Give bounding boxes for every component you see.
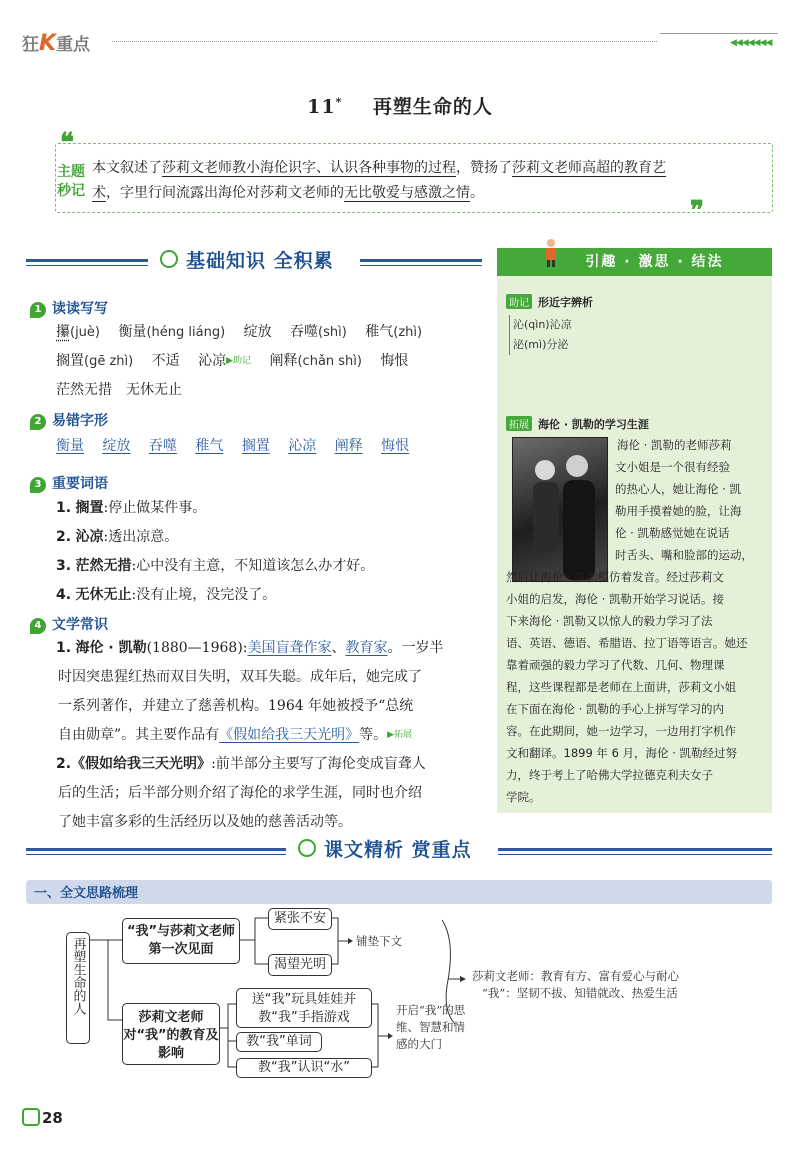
literary-knowledge: 1. 海伦 · 凯勒(1880—1968):美国盲聋作家、教育家。一岁半 时因突患猩红热而双目失明，双耳失聪。成年后，她完成了 一系列著作，并建立了慈善机构。1964 年她被授予“总统 自由勋章”。其主要作品有《假如给我三天光明》等。▶拓展 2.《假如给我三天光明》:前半部分主要写了海伦变成盲聋人 后的生活；后半部分则介绍了海伦的求学生涯，同时也介绍 了她丰富多彩的生活经历以及她的慈善活动等。 bbox=[56, 640, 444, 830]
error-prone-words: 衡量 绽放 吞噬 稚气 搁置 沁凉 阐释 悔恨 bbox=[56, 438, 410, 454]
quote-close-icon: ❞ bbox=[690, 196, 704, 226]
student-icon bbox=[543, 238, 559, 268]
mindmap-node-longing: 渴望光明 bbox=[268, 954, 332, 976]
section-banner-title: 课文精析 赏重点 bbox=[324, 839, 472, 861]
lesson-mark: * bbox=[335, 95, 343, 109]
sidebar-sub-2: 拓展 海伦 · 凯勒的学习生涯 bbox=[506, 413, 649, 432]
helen-keller-photo bbox=[512, 437, 608, 582]
mindmap-root: 再塑生命的人 bbox=[66, 932, 90, 1044]
swirl-icon bbox=[160, 250, 178, 268]
lesson-title bbox=[0, 92, 800, 119]
mindmap-branch-2: 莎莉文老师对“我”的教育及影响 bbox=[122, 1003, 220, 1065]
series-logo: 狂K重点 bbox=[22, 31, 91, 56]
mindmap-summary: 莎莉文老师：教育有方、富有爱心与耐心 “我”：坚韧不拔、知错就改、热爱生活 bbox=[472, 969, 679, 1000]
mindmap-foreshadow: 铺垫下文 bbox=[356, 934, 402, 948]
theme-text: 本文叙述了莎莉文老师教小海伦识字、认识各种事物的过程，赞扬了莎莉文老师高超的教育艺 术，字里行间流露出海伦对莎莉文老师的无比敬爱与感激之情。 bbox=[92, 160, 666, 201]
mindmap-node-words: 教“我”单词 bbox=[236, 1032, 322, 1052]
sidebar-paragraph-bottom: 然后让海伦 · 凯勒模仿着发音。经过莎莉文 小姐的启发，海伦 · 凯勒开始学习说话。接 下来海伦 · 凯勒又以惊人的毅力学习了法 语、英语、德语、希腊语、拉丁语等语言。她还 靠着顽强的毅力学习了代数、几何、物理课 程，这些课程都是老师在上面讲，莎莉文小姐 在下面在海伦 · 凯勒的手心上拼写学习的内 容。在此期间，她一边学习，一边用打字机作 文和翻译。1899 年 6 月，海伦 · 凯勒经过努 力，终于考上了哈佛大学拉德克利夫女子 学院。 bbox=[506, 570, 748, 804]
section-2-heading: 2 易错字形 bbox=[30, 410, 108, 430]
header-rule bbox=[112, 41, 657, 42]
lesson-name: 再塑生命的人 bbox=[372, 96, 493, 118]
subsection-title: 一、全文思路梳理 bbox=[34, 886, 139, 901]
leaf-icon bbox=[22, 1108, 40, 1126]
reading-words: 攥(juè) 衡量(héng liáng) 绽放 吞噬(shì) 稚气(zhì) 搁置(gē zhì) 不适 沁凉▶助记 阐释(chǎn shì) 悔恨 茫然无措 无休无止 bbox=[56, 324, 423, 398]
similar-chars: 沁(qìn)沁凉 泌(mì)分泌 bbox=[509, 315, 572, 355]
lesson-number: 11 bbox=[307, 96, 336, 118]
section-banner-title: 基础知识 全积累 bbox=[186, 250, 334, 272]
sidebar-paragraph-top: 海伦 · 凯勒的老师莎莉 文小姐是一个很有经验 的热心人，她让海伦 · 凯 勒用手摸着她的脸，让海 伦 · 凯勒感觉她在说话 时舌头、嘴和脸部的运动， bbox=[615, 438, 753, 562]
theme-label: 主题 秒记 bbox=[57, 164, 85, 199]
banner2-rule-left bbox=[26, 848, 286, 851]
key-terms bbox=[56, 494, 486, 610]
section-1-heading: 1 读读写写 bbox=[30, 298, 108, 318]
banner2-rule-left-thin bbox=[26, 854, 286, 855]
page-number: 28 bbox=[22, 1108, 63, 1127]
section-3-heading: 3 重要词语 bbox=[30, 473, 108, 493]
section-4-heading: 4 文学常识 bbox=[30, 614, 108, 634]
banner-rule-left-thin bbox=[26, 265, 148, 266]
term-item: 2. 沁凉:透出凉意。 bbox=[56, 529, 179, 545]
header-rule-right bbox=[660, 33, 778, 34]
banner-rule-right-thin bbox=[360, 265, 482, 266]
mindmap-node-nervous: 紧张不安 bbox=[268, 908, 332, 930]
banner2-rule-right-thin bbox=[498, 854, 772, 855]
chevron-left-icon: ◀◀◀◀◀◀◀ bbox=[730, 38, 772, 48]
term-item: 1. 搁置:停止做某件事。 bbox=[56, 500, 207, 516]
swirl-icon bbox=[298, 839, 316, 857]
mindmap-open-mind: 开启“我”的思维、智慧和情感的大门 bbox=[396, 1003, 466, 1051]
banner2-rule-right bbox=[498, 848, 772, 851]
mindmap-node-doll: 送“我”玩具娃娃并教“我”手指游戏 bbox=[236, 988, 372, 1028]
sidebar-header: 引趣 · 激思 · 结法 bbox=[497, 248, 772, 276]
mindmap-node-water: 教“我”认识“水” bbox=[236, 1058, 372, 1078]
banner-rule-left bbox=[26, 259, 148, 262]
sidebar-sub-1: 助记 形近字辨析 bbox=[506, 291, 593, 310]
banner-rule-right bbox=[360, 259, 482, 262]
term-item: 3. 茫然无措:心中没有主意，不知道该怎么办才好。 bbox=[56, 558, 375, 574]
quote-open-icon: ❝ bbox=[60, 128, 74, 158]
mindmap-branch-1: “我”与莎莉文老师第一次见面 bbox=[122, 918, 240, 964]
term-item: 4. 无休无止:没有止境，没完没了。 bbox=[56, 587, 277, 603]
